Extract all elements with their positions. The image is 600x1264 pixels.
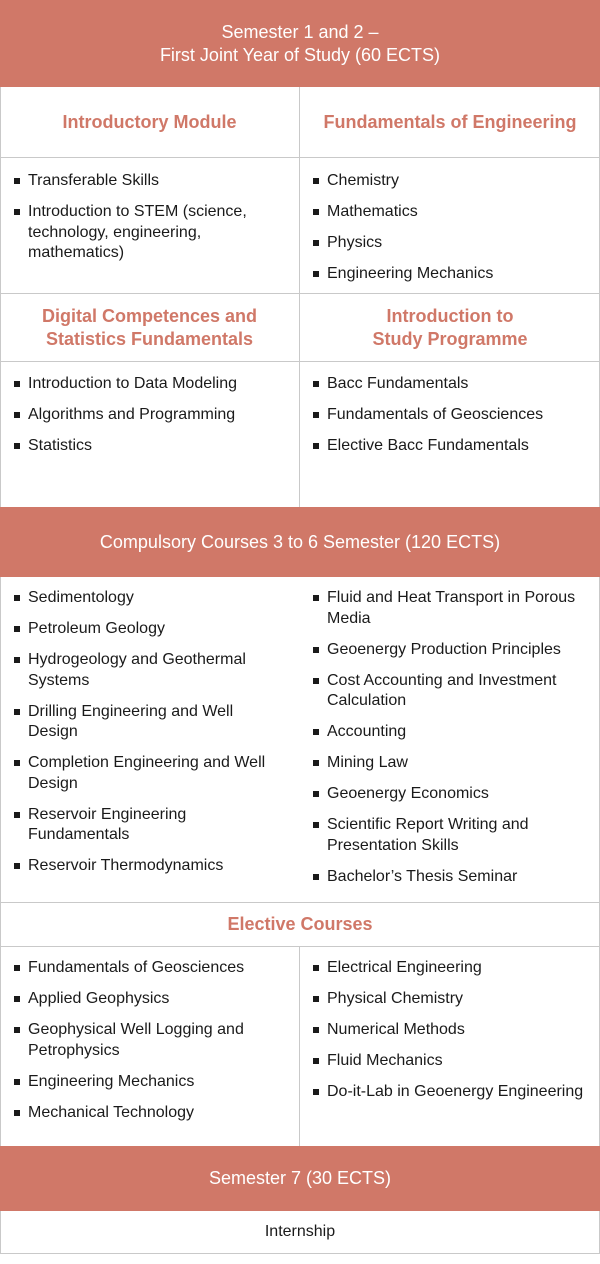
internship-item: Internship: [264, 1223, 336, 1240]
list-item: Bacc Fundamentals: [313, 374, 593, 395]
list-item: Mechanical Technology: [14, 1103, 294, 1124]
list-item: Do-it-Lab in Geoenergy Engineering: [313, 1082, 593, 1103]
list-item: Introduction to STEM (science, technology, engineering, mathematics): [14, 202, 294, 264]
introductory-module-heading: Introductory Module: [0, 87, 299, 158]
list-item: Introduction to Data Modeling: [14, 374, 294, 395]
semester-1-2-banner: [0, 0, 600, 87]
list-item: Fluid and Heat Transport in Porous Media: [313, 588, 593, 629]
fundamentals-engineering-heading: Fundamentals of Engineering: [300, 87, 600, 158]
list-item: Accounting: [313, 722, 593, 743]
list-item: Completion Engineering and Well Design: [14, 753, 286, 794]
list-item: Physical Chemistry: [313, 989, 593, 1010]
elective-courses-right-list: [313, 958, 593, 1113]
intro-study-programme-list: [313, 374, 593, 467]
list-item: Drilling Engineering and Well Design: [14, 702, 286, 743]
semester-1-2-title-line2: First Joint Year of Study (60 ECTS): [159, 44, 441, 65]
list-item: Petroleum Geology: [14, 619, 286, 640]
list-item: Reservoir Thermodynamics: [14, 856, 286, 877]
list-item: Bachelor’s Thesis Seminar: [313, 867, 593, 888]
semester-7-banner: [0, 1146, 600, 1211]
elective-courses-heading: Elective Courses: [0, 903, 600, 947]
compulsory-courses-banner: [0, 507, 600, 577]
digital-competences-list: [14, 374, 294, 467]
list-item: Hydrogeology and Geothermal Systems: [14, 650, 286, 691]
list-item: Engineering Mechanics: [313, 264, 593, 285]
introductory-module-list: [14, 171, 294, 274]
list-item: Numerical Methods: [313, 1020, 593, 1041]
list-item: Physics: [313, 233, 593, 254]
list-item: Fundamentals of Geosciences: [313, 405, 593, 426]
list-item: Geoenergy Production Principles: [313, 640, 593, 661]
list-item: Elective Bacc Fundamentals: [313, 436, 593, 457]
list-item: Statistics: [14, 436, 294, 457]
elective-courses-left-list: [14, 958, 294, 1134]
list-item: Scientific Report Writing and Presentation Skills: [313, 815, 593, 856]
list-item: Geophysical Well Logging and Petrophysics: [14, 1020, 294, 1061]
list-item: Transferable Skills: [14, 171, 294, 192]
digital-competences-heading: Digital Competences and Statistics Fundamentals: [0, 294, 299, 362]
list-item: Mining Law: [313, 753, 593, 774]
compulsory-courses-left-list: [14, 588, 286, 887]
list-item: Cost Accounting and Investment Calculation: [313, 671, 593, 712]
list-item: Electrical Engineering: [313, 958, 593, 979]
list-item: Geoenergy Economics: [313, 784, 593, 805]
intro-study-programme-heading: Introduction to Study Programme: [300, 294, 600, 362]
compulsory-courses-title: Compulsory Courses 3 to 6 Semester (120 ECTS): [99, 531, 501, 552]
list-item: Algorithms and Programming: [14, 405, 294, 426]
list-item: Mathematics: [313, 202, 593, 223]
fundamentals-engineering-list: [313, 171, 593, 295]
list-item: Chemistry: [313, 171, 593, 192]
compulsory-courses-right-list: [313, 588, 593, 898]
elective-divider: [299, 947, 300, 1146]
list-item: Fundamentals of Geosciences: [14, 958, 294, 979]
list-item: Reservoir Engineering Fundamentals: [14, 805, 286, 846]
list-item: Fluid Mechanics: [313, 1051, 593, 1072]
list-item: Engineering Mechanics: [14, 1072, 294, 1093]
list-item: Applied Geophysics: [14, 989, 294, 1010]
semester-1-2-title-line1: Semester 1 and 2 –: [221, 21, 379, 42]
semester-7-title: Semester 7 (30 ECTS): [208, 1168, 392, 1188]
list-item: Sedimentology: [14, 588, 286, 609]
